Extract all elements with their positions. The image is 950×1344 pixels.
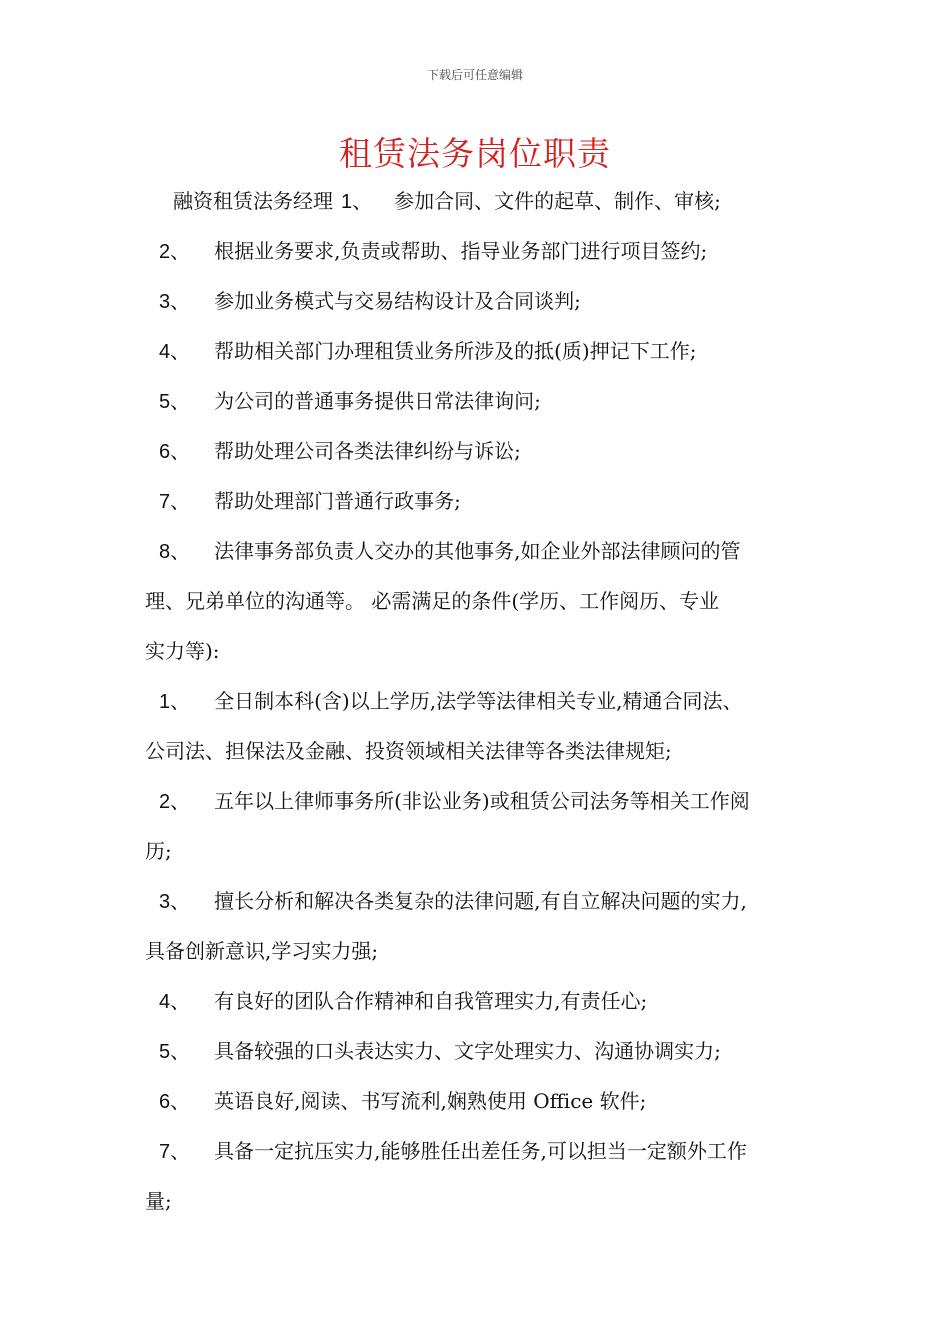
requirement-item-1-cont: 公司法、担保法及金融、投资领域相关法律等各类法律规矩; [145,739,672,763]
requirement-item-6 [145,1076,810,1126]
list-number: 2、 [159,241,191,263]
list-number: 8、 [159,541,191,563]
intro-text: 融资租赁法务经理 [173,189,333,213]
requirement-item-4 [145,976,810,1026]
document-title: 租赁法务岗位职责 [339,134,611,173]
list-number: 7、 [159,1141,191,1163]
duty-text: 帮助处理公司各类法律纠纷与诉讼; [214,439,521,463]
requirement-item-7 [145,1126,810,1176]
requirement-item-3-cont: 具备创新意识,学习实力强; [145,939,379,963]
list-number: 5、 [159,1041,191,1063]
list-number: 1、 [341,191,373,213]
list-number: 7、 [159,491,191,513]
duty-item-6 [145,426,810,476]
requirement-text: 五年以上律师事务所(非讼业务)或租赁公司法务等相关工作阅 [214,789,750,813]
list-number: 3、 [159,891,191,913]
duty-text: 帮助处理部门普通行政事务; [214,489,461,513]
duty-item-8 [145,526,810,576]
list-number: 1、 [159,691,191,713]
requirement-text: 有良好的团队合作精神和自我管理实力,有责任心; [214,989,648,1013]
duty-item-8-cont: 实力等): [145,639,220,663]
requirement-text: 全日制本科(含)以上学历,法学等法律相关专业,精通合同法、 [214,689,743,713]
intro-line [145,176,810,226]
requirement-item-1 [145,676,810,726]
duty-item-8-cont: 理、兄弟单位的沟通等。 必需满足的条件(学历、工作阅历、专业 [145,589,720,613]
list-number: 3、 [159,291,191,313]
requirement-item-2 [145,776,810,826]
duty-text: 参加业务模式与交易结构设计及合同谈判; [214,289,581,313]
duty-text: 根据业务要求,负责或帮助、指导业务部门进行项目签约; [214,239,708,263]
list-number: 6、 [159,441,191,463]
duty-text: 帮助相关部门办理租赁业务所涉及的抵(质)押记下工作; [214,339,697,363]
duty-item-5 [145,376,810,426]
duty-text: 为公司的普通事务提供日常法律询问; [214,389,541,413]
intro-rest: 参加合同、文件的起草、制作、审核; [394,189,721,213]
requirement-item-5 [145,1026,810,1076]
duty-item-2 [145,226,810,276]
duty-text: 法律事务部负责人交办的其他事务,如企业外部法律顾问的管 [214,539,741,563]
requirement-text: 具备较强的口头表达实力、文字处理实力、沟通协调实力; [214,1039,721,1063]
duty-item-4 [145,326,810,376]
document-body [145,176,810,1226]
header-note: 下载后可任意编辑 [426,68,523,82]
requirement-item-3 [145,876,810,926]
list-number: 4、 [159,341,191,363]
list-number: 5、 [159,391,191,413]
requirement-text: 具备一定抗压实力,能够胜任出差任务,可以担当一定额外工作 [214,1139,747,1163]
requirement-text: 擅长分析和解决各类复杂的法律问题,有自立解决问题的实力, [214,889,747,913]
requirement-item-2-cont: 历; [145,839,172,863]
duty-item-3 [145,276,810,326]
list-number: 6、 [159,1091,191,1113]
list-number: 4、 [159,991,191,1013]
duty-item-7 [145,476,810,526]
list-number: 2、 [159,791,191,813]
requirement-text: 英语良好,阅读、书写流利,娴熟使用 Office 软件; [214,1089,647,1113]
requirement-item-7-cont: 量; [145,1189,172,1213]
